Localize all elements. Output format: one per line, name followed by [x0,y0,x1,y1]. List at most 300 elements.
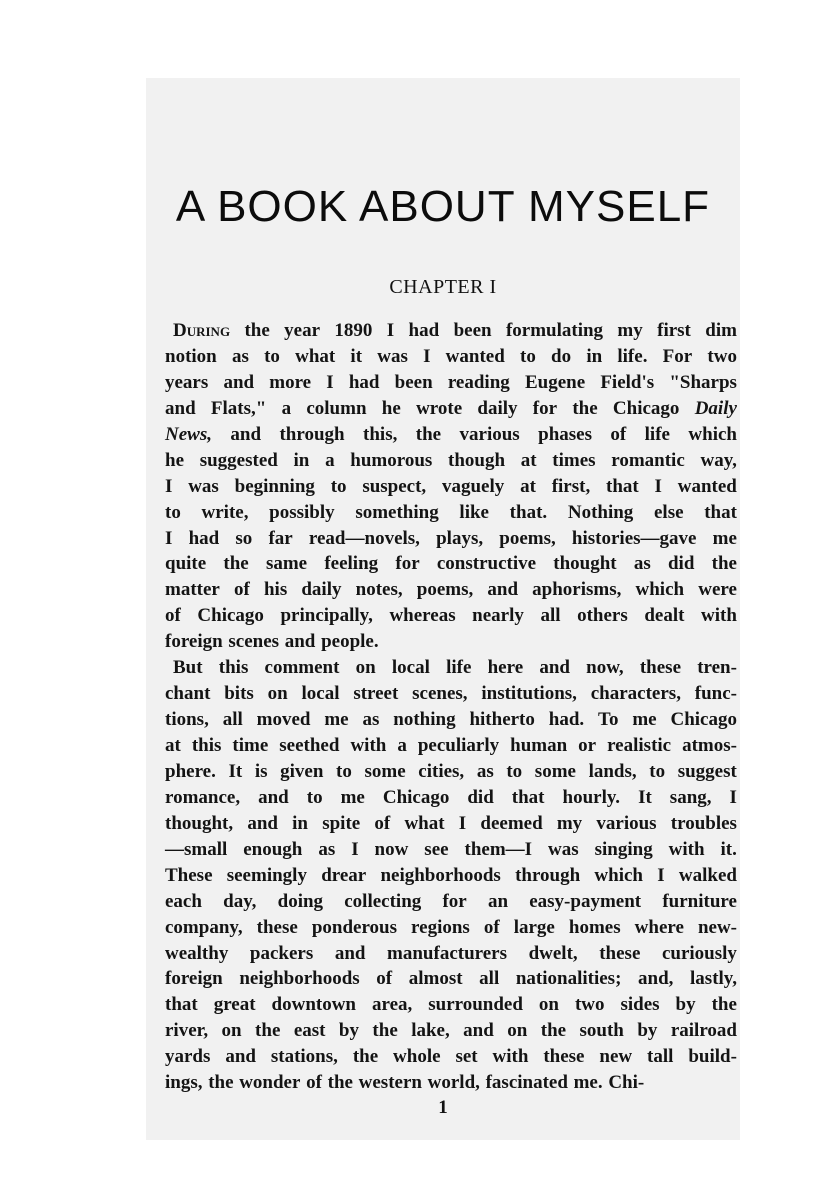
word: the [540,1020,567,1042]
word: phere. [165,760,216,782]
word: a [325,449,335,471]
word: doing [277,890,324,912]
word: to [520,345,536,367]
word: though [448,449,506,471]
word: as [362,709,380,731]
text-line [165,681,737,707]
word: me. [573,1072,603,1094]
word: life [644,423,670,445]
word: beginning [234,475,315,497]
word: world, [427,1072,480,1094]
word: else [654,501,684,523]
word: and, [638,968,674,990]
word: humorous [350,449,433,471]
word: To [598,709,619,731]
word: of [374,812,391,834]
word: characters, [590,683,681,705]
word: as [633,553,651,575]
word: this [218,657,249,679]
text-line [165,422,737,448]
word: thought, [165,812,234,834]
word: For [662,345,693,367]
word: Chicago [612,397,680,419]
word: suggested [199,449,278,471]
word: spite [322,812,361,834]
word: his [263,579,288,601]
word: others [577,605,628,627]
word: neighborhoods [239,968,360,990]
word: new- [697,916,737,938]
word: which [688,423,737,445]
word: railroad [670,1020,737,1042]
word: these [256,916,298,938]
word: some [534,760,576,782]
word: to [336,760,352,782]
word: and [487,579,519,601]
text-line [165,655,737,681]
word: for [442,890,467,912]
word: do [551,345,572,367]
word: in [586,345,603,367]
text-line [165,837,737,863]
text-line [165,915,737,941]
word: matter [165,579,220,601]
word: quite [165,553,207,575]
word: News, [165,423,212,445]
word: Field's [600,371,655,393]
word: neighborhoods [380,864,501,886]
word: suspect, [362,475,427,497]
word: now [374,838,409,860]
word: me [340,786,365,808]
word: now, [586,657,624,679]
word: yards [165,1046,211,1068]
word: western [358,1072,422,1094]
word: peculiarly [417,735,500,756]
word: Chicago [382,786,450,808]
word: of [306,1072,322,1094]
word: with [492,1046,529,1068]
word: of [165,605,181,627]
chapter-body-text [165,318,737,1096]
word: me [712,527,737,549]
word: notes, [355,579,403,601]
word: my [617,320,643,341]
text-line [165,759,737,785]
word: the [244,320,270,341]
word: first [657,320,691,341]
word: me [632,709,657,731]
word: at [520,449,537,471]
word: large [513,916,555,938]
word: that [165,994,198,1016]
word: nothing [393,709,456,731]
word: me [324,709,349,731]
word: "Sharps [669,371,737,393]
word: is [254,760,268,782]
word: on [538,994,559,1016]
word: enough [243,838,303,860]
word: to [506,760,523,782]
word: to [165,501,181,523]
word: this [191,735,222,756]
word: this, [363,423,398,445]
word: manufacturers [387,942,507,964]
word: my [556,812,583,834]
word: wonder [239,1072,301,1094]
text-line [165,889,737,915]
word: singing [594,838,653,860]
text-line [165,603,737,629]
word: furniture [662,890,737,912]
word: local [391,657,430,679]
word: These [165,864,213,886]
word: comment [264,657,340,679]
word: the [255,1020,281,1042]
word: Chi- [608,1072,645,1094]
word: each [165,890,202,912]
word: something [355,501,439,523]
word: ponderous [311,916,398,938]
word: given [280,760,324,782]
word: the [327,1072,353,1094]
word: of [234,579,250,601]
word: at [165,735,181,756]
text-line [165,1018,737,1044]
word: wealthy [165,942,229,964]
text-line [165,785,737,811]
book-title: A BOOK ABOUT MYSELF [175,182,711,231]
word: or [578,735,597,756]
word: was [548,838,579,860]
word: it. [720,838,737,860]
word: foreign [165,968,223,990]
word: wanted [677,475,737,497]
word: the [572,397,598,419]
word: an [487,890,509,912]
text-line [165,1044,737,1070]
word: cities, [418,760,465,782]
text-line [165,526,737,552]
chapter-heading: CHAPTER I [389,276,497,298]
word: tions, [165,709,209,731]
word: whole [393,1046,441,1068]
text-line [165,318,737,344]
text-line [165,577,737,603]
text-line [165,941,737,967]
text-line [165,474,737,500]
word: did [467,786,494,808]
word: that [511,786,545,808]
word: set [455,1046,478,1068]
word: for [395,553,420,575]
word: by [338,1020,359,1042]
word: I [165,475,173,497]
word: lands, [588,760,637,782]
word: possibly [269,501,335,523]
word: day, [223,890,257,912]
word: on [221,1020,242,1042]
word: sang, [669,786,712,808]
word: tall [647,1046,674,1068]
word: nationalities; [515,968,622,990]
word: all [540,605,561,627]
word: to [649,760,666,782]
word: people. [321,631,379,653]
word: constructive [436,553,537,575]
word: notion [165,345,217,367]
word: years [165,371,209,393]
word: and [165,397,196,419]
word: institutions, [481,683,577,705]
word: collecting [344,890,422,912]
word: the [372,1020,398,1042]
word: troubles [670,812,737,834]
word: and [539,657,570,679]
word: time [232,735,269,756]
word: as [231,345,249,367]
word: Eugene [524,371,586,393]
word: aphorisms, [532,579,622,601]
word: which [594,864,643,886]
word: and [258,786,289,808]
word: easy-payment [529,890,642,912]
word: poems, [499,527,556,549]
word: through [515,864,581,886]
word: —small [165,838,228,860]
word: life. [617,345,648,367]
word: great [213,994,256,1016]
word: suggest [677,760,737,782]
word: times [552,449,596,471]
word: Flats," [210,397,267,419]
word: downtown [271,994,357,1016]
word: chant [165,683,211,705]
word: write, [201,501,249,523]
word: and [225,1046,256,1068]
word: in [293,449,310,471]
word: reading [447,371,510,393]
word: new [599,1046,633,1068]
word: romantic [611,449,685,471]
word: scenes [228,631,280,653]
word: feeling [324,553,379,575]
word: the [223,553,249,575]
word: year [284,320,321,341]
word: on [507,1020,528,1042]
word: to [330,475,347,497]
word: scenes, [412,683,468,705]
word: on [355,657,376,679]
word: these [543,1046,585,1068]
word: romance, [165,786,241,808]
word: was [377,345,408,367]
word: But [173,657,203,679]
word: lake, [411,1020,450,1042]
text-line [165,344,737,370]
word: some [364,760,406,782]
word: river, [165,1020,209,1042]
word: fascinated [485,1072,568,1094]
word: almost [408,968,463,990]
word: walked [678,864,737,886]
text-line [165,500,737,526]
word: tren- [697,657,737,679]
word: all [479,968,500,990]
word: It [638,786,652,808]
text-line [165,733,737,759]
word: that [606,475,639,497]
word: for [532,397,558,419]
word: area, [371,994,413,1016]
word: two [574,994,605,1016]
word: dim [705,320,737,341]
word: seethed [279,735,340,756]
word: at [520,475,536,497]
word: principally, [280,605,373,627]
word: and [463,1020,494,1042]
word: same [265,553,308,575]
word: and [223,371,255,393]
word: stations, [270,1046,338,1068]
word: what [404,812,445,834]
word: Chicago [670,709,737,731]
word: that [704,501,737,523]
word: I [654,475,662,497]
text-line [165,629,737,655]
word: that. [509,501,548,523]
word: with [701,605,737,627]
word: I [326,371,334,393]
word: daily [301,579,342,601]
word: these [639,657,681,679]
word: 1890 [334,320,373,341]
word: a [281,397,292,419]
word: various [596,812,657,834]
word: vaguely [441,475,505,497]
word: ings, [165,1072,203,1094]
word: by [675,994,696,1016]
word: had [408,320,440,341]
text-line [165,811,737,837]
word: dwelt, [528,942,578,964]
word: I [386,320,395,341]
word: the [352,1046,379,1068]
word: phases [538,423,592,445]
word: read—novels, [308,527,420,549]
word: a [397,735,407,756]
text-line [165,707,737,733]
word: moved [256,709,311,731]
word: curiously [661,942,737,964]
word: with [350,735,387,756]
word: I [351,838,359,860]
word: atmos- [682,735,737,756]
word: I [657,864,665,886]
word: see [424,838,449,860]
word: daily [477,397,518,419]
text-line [165,551,737,577]
word: hourly. [562,786,621,808]
word: had [188,527,220,549]
text-line [165,992,737,1018]
word: human [510,735,568,756]
word: east [293,1020,326,1042]
word: lastly, [690,968,737,990]
word: the [711,994,737,1016]
word: were [698,579,737,601]
word: and [247,812,278,834]
word: to [264,345,280,367]
text-line [165,448,737,474]
word: and [230,423,262,445]
text-line [165,863,737,889]
word: as [476,760,494,782]
word: them—I [464,838,533,860]
word: it [350,345,363,367]
page-number: 1 [438,1097,448,1118]
word: packers [249,942,314,964]
word: by [637,1020,658,1042]
word: life [446,657,472,679]
word: It [228,760,243,782]
word: func- [694,683,737,705]
text-line [165,966,737,992]
word: had. [548,709,585,731]
word: I [458,812,467,834]
word: through [279,423,345,445]
word: what [295,345,336,367]
word: first, [551,475,591,497]
word: on [267,683,288,705]
word: surrounded [428,994,523,1016]
word: which [635,579,685,601]
word: Daily [694,397,737,419]
word: and [334,942,366,964]
word: with [668,838,705,860]
word: was [188,475,219,497]
word: homes [568,916,621,938]
word: like [459,501,489,523]
word: way, [700,449,737,471]
word: histories—gave [571,527,697,549]
word: he [165,449,184,471]
word: he [381,397,401,419]
word: column [306,397,367,419]
word: all [222,709,243,731]
word: two [707,345,737,367]
text-line [165,396,737,422]
word: I [729,786,737,808]
word: far [268,527,293,549]
word: these [599,942,641,964]
word: been [394,371,433,393]
word: I [423,345,431,367]
word: wanted [445,345,505,367]
word: where [634,916,684,938]
word: been [453,320,492,341]
word: I [165,527,173,549]
word: the [415,423,442,445]
word: poems, [416,579,474,601]
word: seemingly [226,864,307,886]
word: formulating [505,320,604,341]
word: build- [688,1046,737,1068]
word: as [318,838,336,860]
word: realistic [607,735,672,756]
word: company, [165,916,243,938]
word: of [376,968,393,990]
